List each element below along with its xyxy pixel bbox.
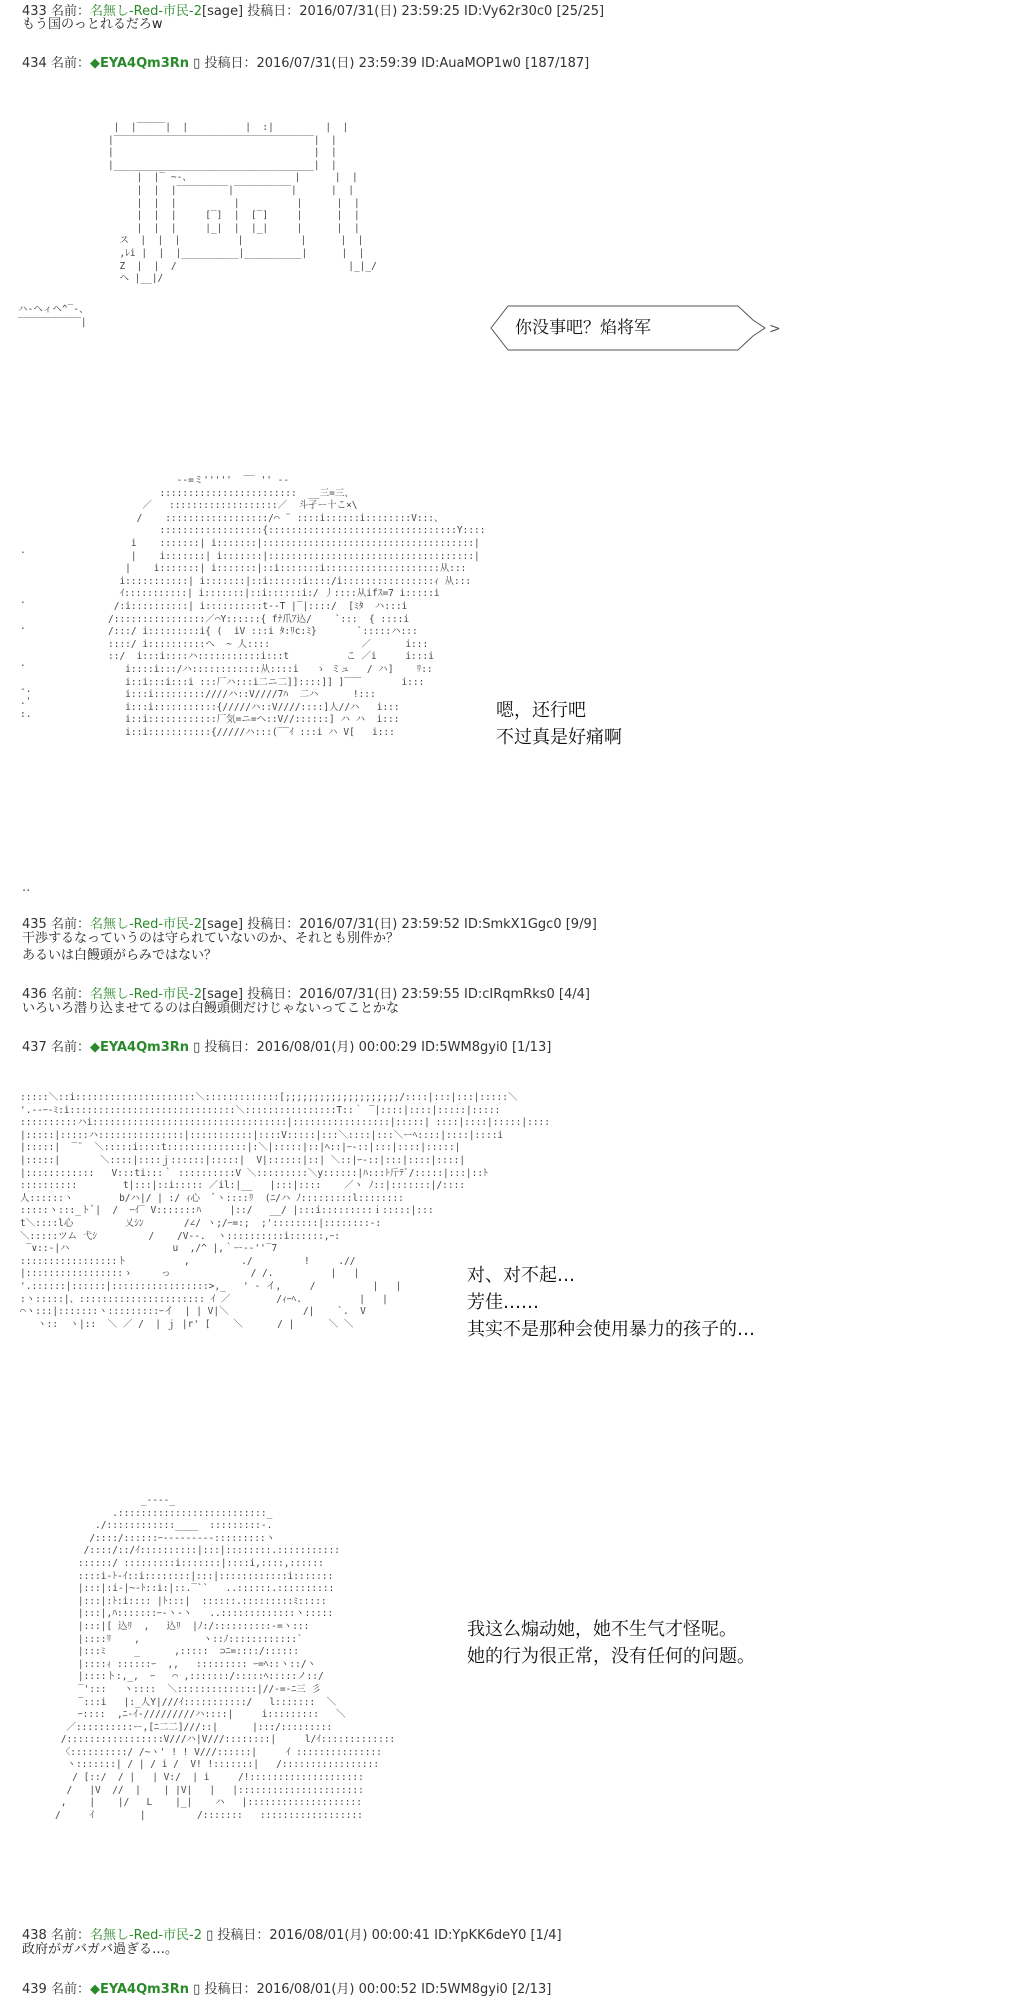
post-line: もう国のっとれるだろw <box>22 17 163 32</box>
mail-field: [sage] <box>202 917 244 932</box>
post-meta: 投稿日：2016/07/31(日) 23:59:39 ID:AuaMOP1w0 [187/187] <box>204 56 590 71</box>
post-body-436 <box>22 1000 399 1017</box>
ascii-art-girl-2: :::::＼::i:::::::::::::::::::::＼:::::::::::::[;;;;;;;;;;;;;;;;;;;;/::::|:::|:::|:::::＼ '.--ｰ‐ﾐ:i:::::::::::::::::::::::::::::＼::::::::::::::::T::｀ ‾|::::|::::|:::::|::::: ::::::::::ハi::::::::::::::::::::::::::::::::::|:::::::::::::::::|:::::| ::::|::::|:::::|:::: |:::::|:::::ハ:::::::::::::::|:::::::::::|::::V:::::|:::＼::::|:::＼ーﾍ::::|::::|::::i |:::::| ‾¨ ＼:::::i::::t::::::::::::::|:＼|:::::|::|ﾍ::|ｰ-::|:::|::::|:::::| |:::::| ＼::::|::::ｊ::::::|:::::| V|::::::|::| ＼::|ｰ-::|:::|::::|::::| |:::::::::::: V:::ti:::｀ ::::::::::V ＼:::::::::＼y::::::|ﾊ:::ﾄ斤ﾃﾞ/:::::|:::|::ﾄ :::::::::: t|:::|::i::::: ／il:|__ |:::|:::: ／ヽ ﾉ::|:::::::|/:::: 人::::::ヽ b/ハ|/ | :/ ｨ心 ﾞヽ::::ﾘ (ﾆ/ハ ﾉ:::::::::l:::::::: :::::ヽ:::_トﾞ| / ｰｲ‾ V:::::::ﾊ |::/ __/ |:::i:::::::::ｉ:::::|::: t＼::::l心 乂ｼﾝ /∠/ ヽ;/ｰ=:; ;'::::::::|::::::::-: ＼:::::ツム 弋ｼ / /V‐-. ヽ::::::::::i::::::,ｰ: ‾∨::-|ハ u ,/^ |,｀ー‐‐''‾7 :::::::::::::::::ト , ./ ! .// |:::::::::::::::::ゝ っ / /. | | '.::::::|::::::|:::::::::::::::::>,_ ' ‐ イ, / | | :ヽ:::::|、:::::::::::::::::::::: ｲ ／ /ｨｰﾍ. | | ⌒ヽ:::|:::::::ヽ:::::::::ｰイ | | V|＼ /| `. V ヽ:: ヽ|:: ＼ ／ / | ｊ |r' [ ＼ / | ＼ ＼ <box>20 1092 550 1330</box>
post-body-435 <box>22 930 399 964</box>
post-number: 437 名前： <box>22 1040 90 1055</box>
dialog-line: 不过真是好痛啊 <box>496 727 622 748</box>
post-line: 干渉するなっていうのは守られていないのか、それとも別件か？ <box>22 931 400 946</box>
post-header-439 <box>22 1978 551 1997</box>
dialog-line: 嗯，还行吧 <box>496 700 586 721</box>
post-body-438 <box>22 1941 178 1958</box>
ascii-art-door-left: ハ-ヘィヘ^‾-、 ‾‾‾‾‾‾‾‾‾‾‾| <box>18 304 89 328</box>
post-line: 政府がガバガバ過ぎる…。 <box>22 1942 179 1957</box>
dialog-line-1: 你没事吧？焰将军 <box>515 318 651 338</box>
dialog-line: 其实不是那种会使用暴力的孩子的… <box>467 1319 755 1340</box>
poster-trip-link[interactable]: ◆EYA4Qm3Rn <box>89 56 190 71</box>
dialog-line: 芳佳…… <box>467 1292 539 1313</box>
dialog-block-2 <box>496 697 622 751</box>
svg-text:>: > <box>769 321 781 337</box>
post-number: 439 名前： <box>22 1982 90 1997</box>
post-line: あるいは白饅頭がらみではない？ <box>22 948 218 963</box>
dialog-block-4 <box>467 1616 755 1670</box>
post-number: 433 名前： <box>22 4 90 19</box>
poster-name-link[interactable]: 名無し-Red-市民-2 <box>89 917 202 932</box>
ellipsis-mark: .. <box>22 880 31 895</box>
post-meta: 投稿日：2016/08/01(月) 00:00:52 ID:5WM8gyi0 [2/13] <box>204 1982 552 1997</box>
poster-trip-link[interactable]: ◆EYA4Qm3Rn <box>89 1982 190 1997</box>
post-meta: 投稿日：2016/07/31(日) 23:59:55 ID:cIRqmRks0 [4/4] <box>247 987 590 1002</box>
poster-name-link[interactable]: 名無し-Red-市民-2 <box>89 987 202 1002</box>
ascii-art-door: | |‾‾‾‾‾| | | :| | | |‾‾‾‾‾‾‾‾‾‾‾‾‾‾‾‾‾‾‾‾‾‾‾‾‾‾‾‾‾‾‾‾‾‾‾| | | | | |___________________________________| | | |‾ ~-、 | | | | | |‾‾‾‾‾‾‾‾‾|‾‾‾‾‾‾‾‾‾‾| | | | | | | | | | | | | [‾] | [‾] | | | | | | |_| | |_| | | | ス | | | | | | | ,ﾚi | | |__________|__________| | | Z | | / |_|_/ ヘ |__|/ <box>108 122 377 285</box>
mail-icon: ▯ <box>202 1928 218 1943</box>
post-number: 435 名前： <box>22 917 90 932</box>
post-body-433 <box>22 16 163 33</box>
dialog-block-3 <box>467 1262 755 1343</box>
mail-field: [sage] <box>202 4 244 19</box>
post-meta: 投稿日：2016/08/01(月) 00:00:29 ID:5WM8gyi0 [1/13] <box>204 1040 552 1055</box>
dialog-line: 她的行为很正常，没有任何的问题。 <box>467 1646 755 1667</box>
post-number: 436 名前： <box>22 987 90 1002</box>
ascii-art-girl-1-side: . . . . -. .' :. <box>20 545 32 720</box>
post-number: 438 名前： <box>22 1928 90 1943</box>
poster-trip-link[interactable]: ◆EYA4Qm3Rn <box>89 1040 190 1055</box>
mail-field: [sage] <box>202 987 244 1002</box>
post-meta: 投稿日：2016/07/31(日) 23:59:25 ID:Vy62r30c0 [25/25] <box>247 4 605 19</box>
post-number: 434 名前： <box>22 56 90 71</box>
poster-name-link[interactable]: 名無し-Red-市民-2 <box>89 4 202 19</box>
poster-name-link[interactable]: 名無し-Red-市民-2 <box>89 1928 202 1943</box>
mail-icon: ▯ <box>189 1982 205 1997</box>
dialog-line: 对、对不起… <box>467 1265 575 1286</box>
post-line: いろいろ潜り込ませてるのは白饅頭側だけじゃないってことかな <box>22 1001 400 1016</box>
mail-icon: ▯ <box>189 1040 205 1055</box>
post-header-434 <box>22 52 589 71</box>
post-meta: 投稿日：2016/07/31(日) 23:59:52 ID:SmkX1Ggc0 [9/9] <box>247 917 597 932</box>
post-meta: 投稿日：2016/08/01(月) 00:00:41 ID:YpKK6deY0 [1/4] <box>217 1928 562 1943</box>
post-header-437 <box>22 1036 551 1055</box>
ascii-art-girl-3: _‐‐‐-_ .::::::::::::::::::::::::::_ ./::::::::::::____ :::::::::-. /::::/::::::ｰ‐‐‐‐‐‐‐‐‐:::::::::ヽ /::::/::/ｲ::::::::::|:::|::::::::.::::::::::: ::::::/ :::::::::i:::::::|::::i,::::,:::::: ::::i-ﾄ-ｲ::i::::::::|:::|::::::::::::i::::::: |:::|:i-|~‐ﾄ::i:|::.‾`` ..::::::.:::::::::: |:::|:ﾄ:i:::: |ﾄ:::| ::::::.:::::::::ﾐ::::: |:::|,ﾊ:::::::ｰ‐ヽ‐ヽ ..:::::::::::::ヽ::::: |:::|[ 込ﾘ , 込ﾘ |ﾉ:/::::::::::-=ヽ::: |::::ﾘ , ヽ::ﾉ::::::::::::` |:::ﾐ _ ,::::: ⊃ﾆ=::::/:::::: |::::ｨ ::::::ｰ ,, ::::::::: ｰ=ﾍ::ヽ::/ヽ |::::ト:,_, ｰ ⌒ ,:::::::/:::::ﾍ:::::ノ::/ ‾'::: ヽ:::: ＼::::::::::::::|//‐=-ﾆ三 彡 ‾:::i |:_人Y|///ｲ:::::::::::/ l::::::: ＼ ｰ:::: ,ﾆ-ｲ-/////////ハ::::| i::::::::: ＼ ／::::::::::ー,[ﾆ二二]///::| |:::/::::::::: /:::::::::::::::::V///ハ|V///::::::::| l/ｲ::::::::::::: 〈::::::::::/ /~ヽ' ! ! V///::::::| ｲ ::::::::::::::: ヽ:::::::| / | / i / V! !:::::::| /::::::::::::::::: / [::/ / | | V:/ | i /!:::::::::::::::::::: / |V // | | |V| | |:::::::::::::::::::::: , | |/ L |_| ハ |:::::::::::::::::::: / ｲ | /::::::: :::::::::::::::::: <box>55 1495 396 1821</box>
mail-icon: ▯ <box>189 56 205 71</box>
dialog-line: 我这么煽动她，她不生气才怪呢。 <box>467 1619 737 1640</box>
ascii-art-girl-1: --=ミ''''' ‾‾ '' ‐- :::::::::::::::::::::::: __三=三、 ／ :::::::::::::::::::／ 斗孑ー十こ×\ / ::::::::::::::::::/⌒ ¨ ::::i::::::i::::::::V:::、 ::::::::::::::::::{:::::::::::::::::::::::::::::::::Y:::: i :::::::| i:::::::|:::::::::::::::::::::::::::::::::::::| | i:::::::| i:::::::|::::::::::::::::::::::::::::::::::::| | i:::::::| i:::::::|::i:::::::i::::::::::::::::::::从::: i:::::::::::| i:::::::|::i::::::i::::/i::::::::::::::::ｨ 从::: ｲ:::::::::::| i:::::::|::i::::::i:/ 丿::::从ifｽ=7 i:::::i /:i::::::::::| i::::::::::t-‐T |‾|::::/ [ﾐﾀ ハ:::i /::::::::::::::::／⌒Y::::::{ fﾅ爪ｱ込/ `::: { ::::i /:::/ i:::::::::i{ ( iV :::i ﾀ:ﾘc:ﾐ} `:::::ハ::: ::::/ i::::::::::ヘ ~ 人:::: ／ i::: ::/ i:::i::::ハ:::::::::::i:::t こ ／i i:::i i::::i:::/ハ::::::::::::从::::i ゝ ミュ / ハ] ﾘ:: i::i:::i:::i :::厂ハ:::i二ニ二]]::::]] ]‾‾‾ i::: i:::i:::::::::////ハ::V////7ﾊ 二ハ !::: i:::i:::::::::::{/////ハ::V////::::]人//ハ i::: i::i::::::::::::厂気=ニ=ヘ::V//::::::] ハ ハ i::: i::i:::::::::::{/////ハ:::(‾‾ｲ :::i ハ V[ i::: <box>108 475 486 738</box>
